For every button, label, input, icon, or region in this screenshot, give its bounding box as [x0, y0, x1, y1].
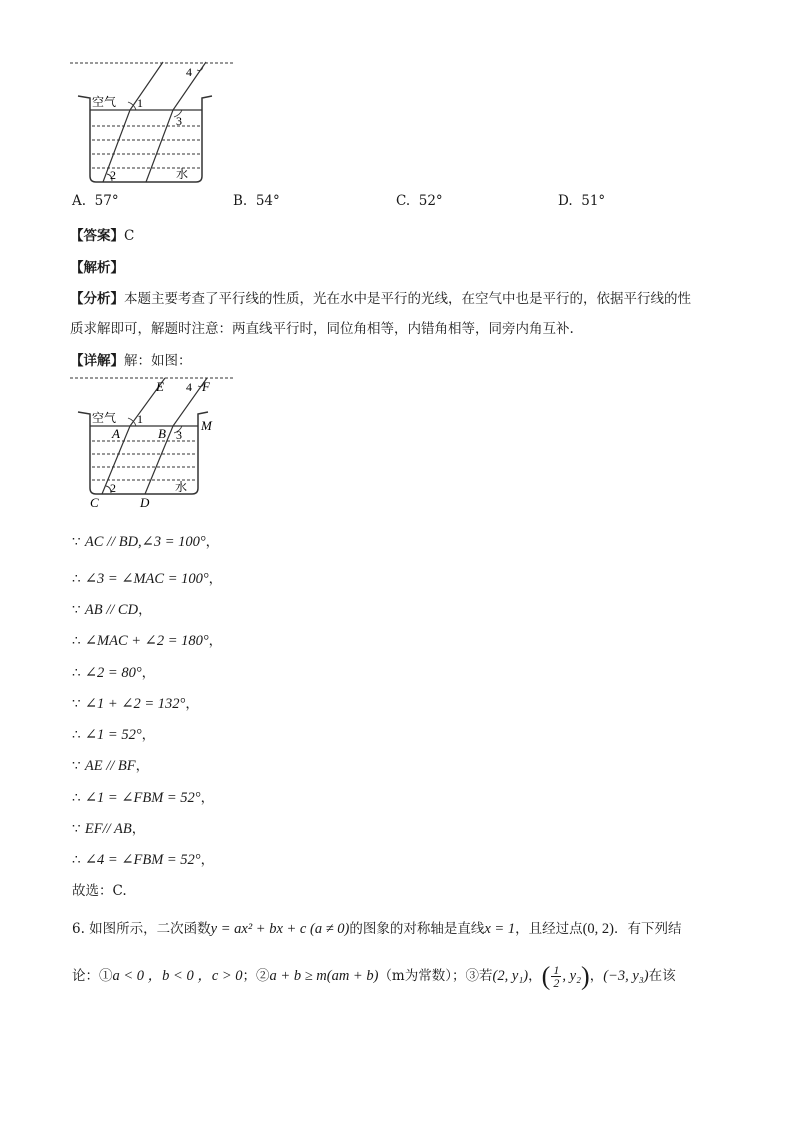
- analysis-label: 【解析】: [70, 260, 124, 276]
- answer-label: 【答案】: [70, 228, 124, 244]
- detail-label: 【详解】: [70, 353, 124, 369]
- beaker-figure-1: [70, 60, 240, 185]
- option-a: [72, 193, 119, 209]
- option-value: 51°: [581, 193, 606, 209]
- step-symbol: ∴: [72, 727, 81, 743]
- step-11: [72, 848, 214, 869]
- water-label: 水: [175, 480, 188, 494]
- step-symbol: ∴: [72, 571, 81, 587]
- option-value: 52°: [418, 193, 443, 209]
- fenxi-text: 本题主要考查了平行线的性质，光在水中是平行的光线，在空气中也是平行的，依据平行线的性: [124, 291, 691, 307]
- q6-sep: ，: [589, 968, 604, 984]
- q6-point-1: (2, y₁): [492, 968, 529, 984]
- step-end: ，: [141, 665, 156, 681]
- q6-text: 论：①: [72, 968, 113, 984]
- step-end: ，: [131, 821, 146, 837]
- step-expr: ∠1 = ∠FBM = 52°: [84, 790, 201, 806]
- q6-text: 在该: [648, 968, 676, 984]
- q6-text: 的图象的对称轴是直线: [349, 921, 485, 937]
- option-letter: C.: [396, 193, 411, 209]
- step-symbol: ∴: [72, 790, 81, 806]
- angle-4-label: 4: [186, 380, 192, 394]
- step-end: ，: [205, 534, 220, 550]
- step-symbol: ∵: [72, 696, 81, 712]
- point-e-label: E: [156, 379, 164, 394]
- step-expr: ∠1 + ∠2 = 132°: [84, 696, 186, 712]
- step-end: ，: [200, 790, 215, 806]
- step-expr: AC // BD,∠3 = 100°: [84, 534, 206, 550]
- step-expr: ∠2 = 80°: [84, 665, 142, 681]
- step-symbol: ∵: [72, 821, 81, 837]
- q6-text: ．有下列结: [614, 921, 682, 937]
- q6-text: 6. 如图所示，二次函数: [72, 921, 211, 937]
- step-symbol: ∵: [72, 758, 81, 774]
- step-2: [72, 567, 222, 588]
- angle-1-label: 1: [137, 412, 143, 426]
- water-label: 水: [176, 167, 189, 181]
- angle-3-label: 3: [176, 428, 182, 442]
- angle-2-label: 2: [110, 168, 116, 182]
- step-6: [72, 692, 199, 713]
- step-7: [72, 723, 155, 744]
- step-expr: ∠3 = ∠MAC = 100°: [84, 571, 209, 587]
- q6-conclusion-1: a < 0 ，b < 0 ，c > 0: [112, 968, 243, 984]
- step-end: ，: [135, 758, 150, 774]
- option-value: 54°: [255, 193, 280, 209]
- detail-line: [70, 349, 192, 369]
- q6-text: ，且经过点: [515, 921, 583, 937]
- light-ray-left: [103, 62, 163, 182]
- air-label: 空气: [92, 411, 117, 425]
- step-10: [72, 817, 145, 838]
- q6-function: y = ax² + bx + c (a ≠ 0): [210, 921, 350, 937]
- step-9: [72, 786, 214, 807]
- q6-y2: , y₂: [562, 968, 582, 984]
- option-d: [558, 193, 605, 209]
- answer-line: [70, 224, 134, 244]
- fraction-denominator: 2: [553, 976, 560, 991]
- answer-value: C: [124, 228, 135, 244]
- point-a-label: A: [112, 426, 120, 441]
- q6-point: (0, 2): [582, 921, 615, 937]
- angle-3-label: 3: [176, 114, 182, 128]
- point-f-label: F: [202, 379, 210, 394]
- step-5: [72, 661, 155, 682]
- step-end: ，: [138, 602, 152, 618]
- step-symbol: ∵: [72, 602, 81, 618]
- q6-line-2: [72, 961, 676, 991]
- q6-text: ；②: [242, 968, 270, 984]
- step-symbol: ∴: [72, 852, 81, 868]
- option-letter: D.: [558, 193, 573, 209]
- option-c: [396, 193, 443, 209]
- q6-point-3: (−3, y₃): [603, 968, 649, 984]
- step-expr: AB // CD: [84, 602, 139, 618]
- q6-axis: x = 1: [484, 921, 516, 937]
- step-8: [72, 754, 149, 775]
- step-expr: AE // BF: [84, 758, 136, 774]
- step-3: [72, 598, 152, 619]
- fenxi-line-1: [70, 287, 691, 307]
- q6-sep: ，: [528, 968, 542, 984]
- fraction: [551, 964, 561, 989]
- fenxi-label: 【分析】: [70, 291, 124, 307]
- detail-text: 解：如图：: [124, 353, 192, 369]
- angle-4-label: 4: [186, 65, 192, 79]
- step-end: ，: [208, 633, 223, 649]
- angle-1-label: 1: [137, 96, 143, 110]
- option-value: 57°: [94, 193, 119, 209]
- air-label: 空气: [92, 95, 117, 109]
- step-expr: ∠MAC + ∠2 = 180°: [84, 633, 209, 649]
- fraction-numerator: 1: [553, 963, 560, 978]
- step-end: ，: [208, 571, 223, 587]
- final-choice: 故选：C.: [72, 883, 127, 899]
- step-1: [72, 530, 219, 551]
- step-end: ，: [185, 696, 199, 712]
- angle-2-label: 2: [110, 481, 116, 495]
- point-c-label: C: [90, 495, 99, 510]
- q6-inequality: a + b ≥ m(am + b): [269, 968, 379, 984]
- point-b-label: B: [158, 426, 166, 441]
- step-symbol: ∴: [72, 633, 81, 649]
- q6-text: （m为常数）；③若: [378, 968, 493, 984]
- point-m-label: M: [201, 418, 212, 433]
- step-expr: ∠4 = ∠FBM = 52°: [84, 852, 201, 868]
- q6-line-1: [72, 917, 682, 938]
- step-end: ，: [141, 727, 156, 743]
- fenxi-line-2: 质求解即可，解题时注意：两直线平行时，同位角相等，内错角相等，同旁内角互补.: [70, 321, 574, 337]
- step-symbol: ∵: [72, 534, 81, 550]
- step-expr: ∠1 = 52°: [84, 727, 142, 743]
- step-symbol: ∴: [72, 665, 81, 681]
- point-d-label: D: [140, 495, 150, 510]
- step-4: [72, 629, 222, 650]
- option-letter: B.: [233, 193, 248, 209]
- beaker-figure-2: [70, 374, 250, 514]
- step-end: ，: [200, 852, 215, 868]
- option-letter: A.: [72, 193, 87, 209]
- q6-point-2: ( $\frac{1}{2}$ , y₂): [541, 961, 590, 991]
- option-b: [233, 193, 280, 209]
- step-expr: EF// AB: [84, 821, 132, 837]
